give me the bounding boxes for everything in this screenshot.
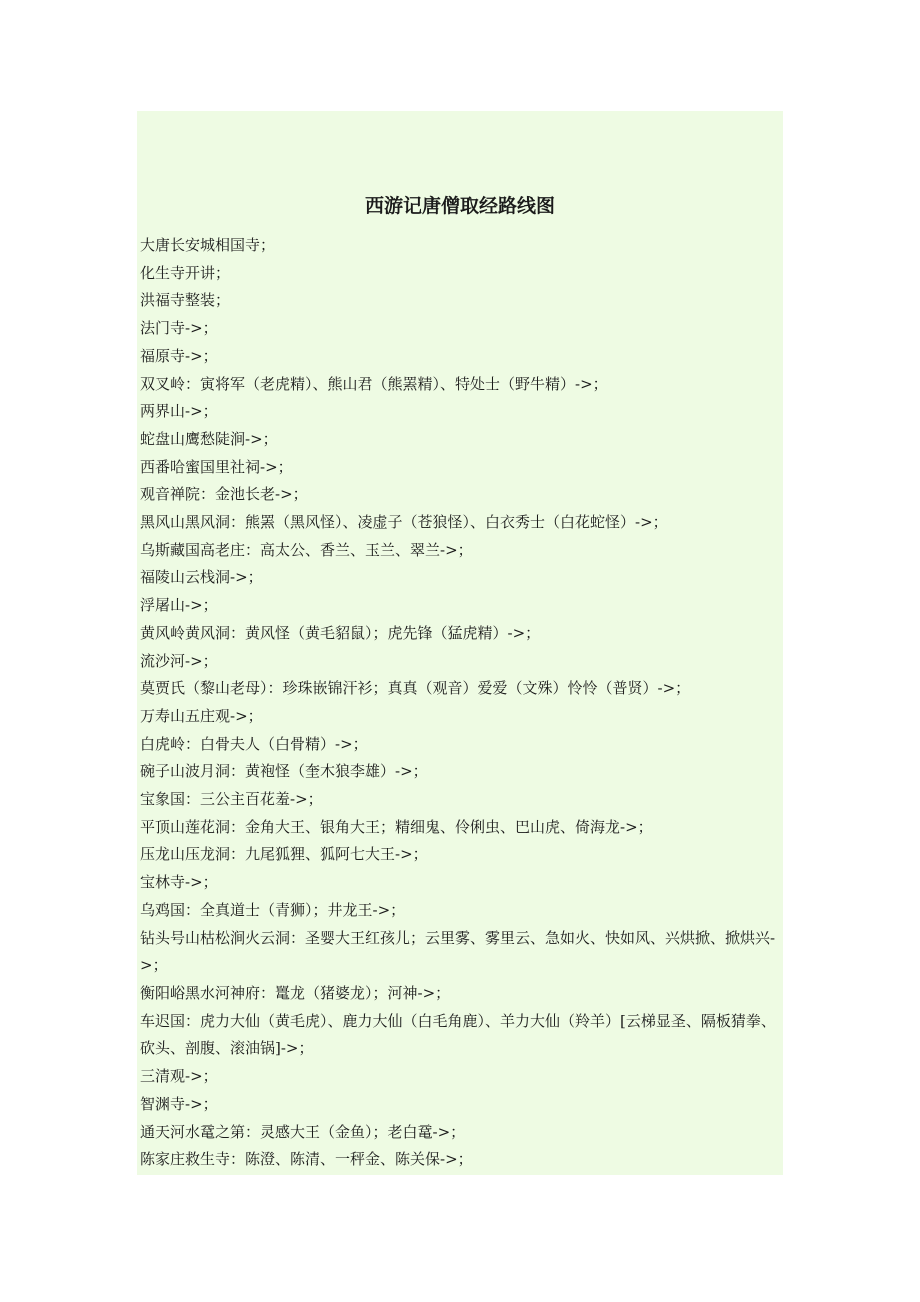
route-line: 乌斯藏国高老庄：高太公、香兰、玉兰、翠兰->；: [140, 540, 473, 559]
route-line: 三清观->；: [140, 1067, 218, 1086]
route-line: 蛇盘山鹰愁陡涧->；: [140, 429, 278, 448]
route-line: 大唐长安城相国寺；: [140, 236, 276, 254]
route-line: 双叉岭：寅将军（老虎精）、熊山君（熊罴精）、特处士（野牛精）->；: [140, 374, 608, 393]
route-line: 车迟国：虎力大仙（黄毛虎）、鹿力大仙（白毛角鹿）、羊力大仙（羚羊）[云梯显圣、隔板猜拳、砍头、剖腹、滚油锅]->；: [140, 1011, 776, 1058]
route-line: 平顶山莲花洞：金角大王、银角大王；精细鬼、伶俐虫、巴山虎、倚海龙->；: [140, 817, 653, 836]
route-line: 宝象国：三公主百花羞->；: [140, 790, 323, 809]
route-line: 莫贾氏（黎山老母）：珍珠嵌锦汗衫；真真（观音）爱爱（文殊）怜怜（普贤）->；: [140, 679, 691, 698]
route-line: 陈家庄救生寺：陈澄、陈清、一秤金、陈关保->；: [140, 1150, 473, 1169]
route-line: 流沙河->；: [140, 651, 218, 670]
route-list: [140, 232, 782, 1174]
route-line: 宝林寺->；: [140, 873, 218, 892]
route-line: 衡阳峪黑水河神府：鼍龙（猪婆龙）；河神->；: [140, 983, 451, 1002]
route-line: 碗子山波月洞：黄袍怪（奎木狼李雄）->；: [140, 762, 428, 781]
route-line: 压龙山压龙洞：九尾狐狸、狐阿七大王->；: [140, 845, 428, 864]
route-line: 钻头号山枯松涧火云洞：圣婴大王红孩儿；云里雾、雾里云、急如火、快如风、兴烘掀、掀烘兴->；: [140, 928, 776, 975]
route-line: 法门寺->；: [140, 319, 218, 338]
document-panel: [137, 111, 783, 1175]
route-line: 白虎岭：白骨夫人（白骨精）->；: [140, 734, 368, 753]
route-line: 浮屠山->；: [140, 596, 218, 615]
document-title: 西游记唐僧取经路线图: [364, 195, 555, 217]
route-line: 观音禅院：金池长老->；: [140, 485, 308, 504]
route-line: 福陵山云栈洞->；: [140, 568, 263, 587]
route-line: 乌鸡国：全真道士（青狮）；井龙王->；: [140, 900, 406, 919]
route-line: 洪福寺整装；: [140, 291, 231, 310]
route-line: 万寿山五庄观->；: [140, 706, 263, 725]
route-line: 西番哈蜜国里社祠->；: [140, 457, 293, 476]
route-line: 黄风岭黄风洞：黄风怪（黄毛貂鼠）；虎先锋（猛虎精）->；: [140, 623, 541, 642]
route-line: 智渊寺->；: [140, 1094, 218, 1113]
route-line: 福原寺->；: [140, 346, 218, 365]
route-line: 化生寺开讲；: [140, 263, 231, 282]
route-line: 通天河水鼋之第：灵感大王（金鱼）；老白鼋->；: [140, 1122, 466, 1141]
route-line: 黑风山黑风洞：熊罴（黑风怪）、凌虚子（苍狼怪）、白衣秀士（白花蛇怪）->；: [140, 513, 668, 532]
route-line: 两界山->；: [140, 402, 218, 421]
